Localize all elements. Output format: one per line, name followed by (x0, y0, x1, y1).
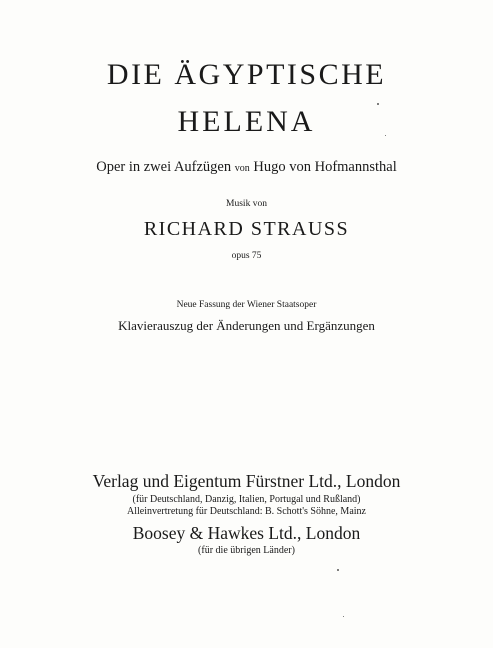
opera-title-line-1: DIE ÄGYPTISCHE (106, 58, 387, 91)
opera-title-line-2: HELENA (177, 105, 316, 138)
german-agent: Alleinvertretung für Deutschland: B. Schott's Söhne, Mainz (127, 506, 366, 517)
secondary-publisher: Boosey & Hawkes Ltd., London (132, 523, 361, 543)
score-description: Klavierauszug der Änderungen und Ergänzungen (118, 318, 375, 333)
print-speck (385, 135, 386, 136)
print-speck (337, 569, 339, 571)
primary-publisher: Verlag und Eigentum Fürstner Ltd., London (92, 471, 401, 491)
secondary-publisher-territories: (für die übrigen Länder) (198, 545, 295, 556)
opera-subtitle (0, 158, 493, 178)
music-by-label: Musik von (226, 199, 267, 209)
print-speck (377, 103, 379, 105)
librettist-name: Hugo von Hofmannsthal (253, 159, 397, 175)
edition-note: Neue Fassung der Wiener Staatsoper (176, 300, 317, 310)
print-speck (343, 616, 344, 617)
composer-name: RICHARD STRAUSS (143, 218, 350, 240)
subtitle-connector: von (234, 163, 250, 174)
opus-number: opus 75 (231, 251, 262, 261)
subtitle-description: Oper in zwei Aufzügen (96, 159, 232, 175)
primary-publisher-territories: (für Deutschland, Danzig, Italien, Portugal und Rußland) (132, 494, 361, 505)
